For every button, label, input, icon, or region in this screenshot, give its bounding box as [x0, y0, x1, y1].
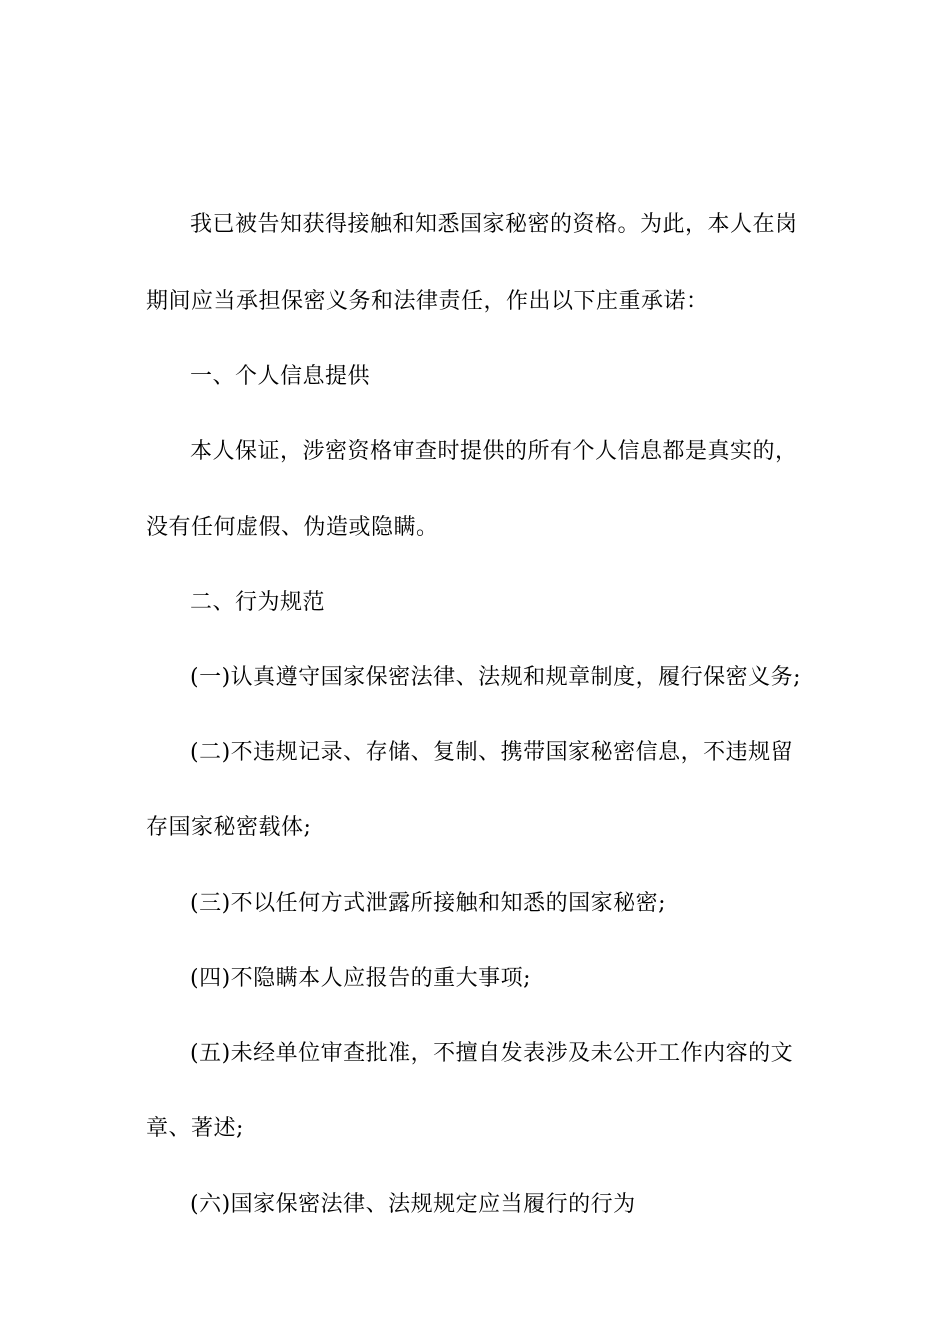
list-item-2-line-2: 存国家秘密载体;: [146, 815, 312, 840]
paragraph-info-line-1: 本人保证，涉密资格审查时提供的所有个人信息都是真实的，: [190, 439, 798, 464]
list-item-2-line-1: (二)不违规记录、存储、复制、携带国家秘密信息，不违规留: [190, 740, 794, 765]
list-item-4: (四)不隐瞒本人应报告的重大事项;: [190, 966, 532, 991]
list-item-5-line-1: (五)未经单位审查批准，不擅自发表涉及未公开工作内容的文: [190, 1041, 794, 1066]
section-heading-2: 二、行为规范: [190, 590, 326, 615]
list-item-5-line-2: 章、著述;: [146, 1116, 244, 1141]
paragraph-intro-line-1: 我已被告知获得接触和知悉国家秘密的资格。为此，本人在岗: [190, 212, 798, 237]
paragraph-intro-line-2: 期间应当承担保密义务和法律责任，作出以下庄重承诺：: [146, 289, 709, 314]
section-heading-1: 一、个人信息提供: [190, 364, 371, 389]
list-item-1: (一)认真遵守国家保密法律、法规和规章制度，履行保密义务;: [190, 665, 802, 690]
paragraph-info-line-2: 没有任何虚假、伪造或隐瞒。: [146, 515, 439, 540]
list-item-6: (六)国家保密法律、法规规定应当履行的行为: [190, 1192, 636, 1217]
list-item-3: (三)不以任何方式泄露所接触和知悉的国家秘密;: [190, 891, 667, 916]
